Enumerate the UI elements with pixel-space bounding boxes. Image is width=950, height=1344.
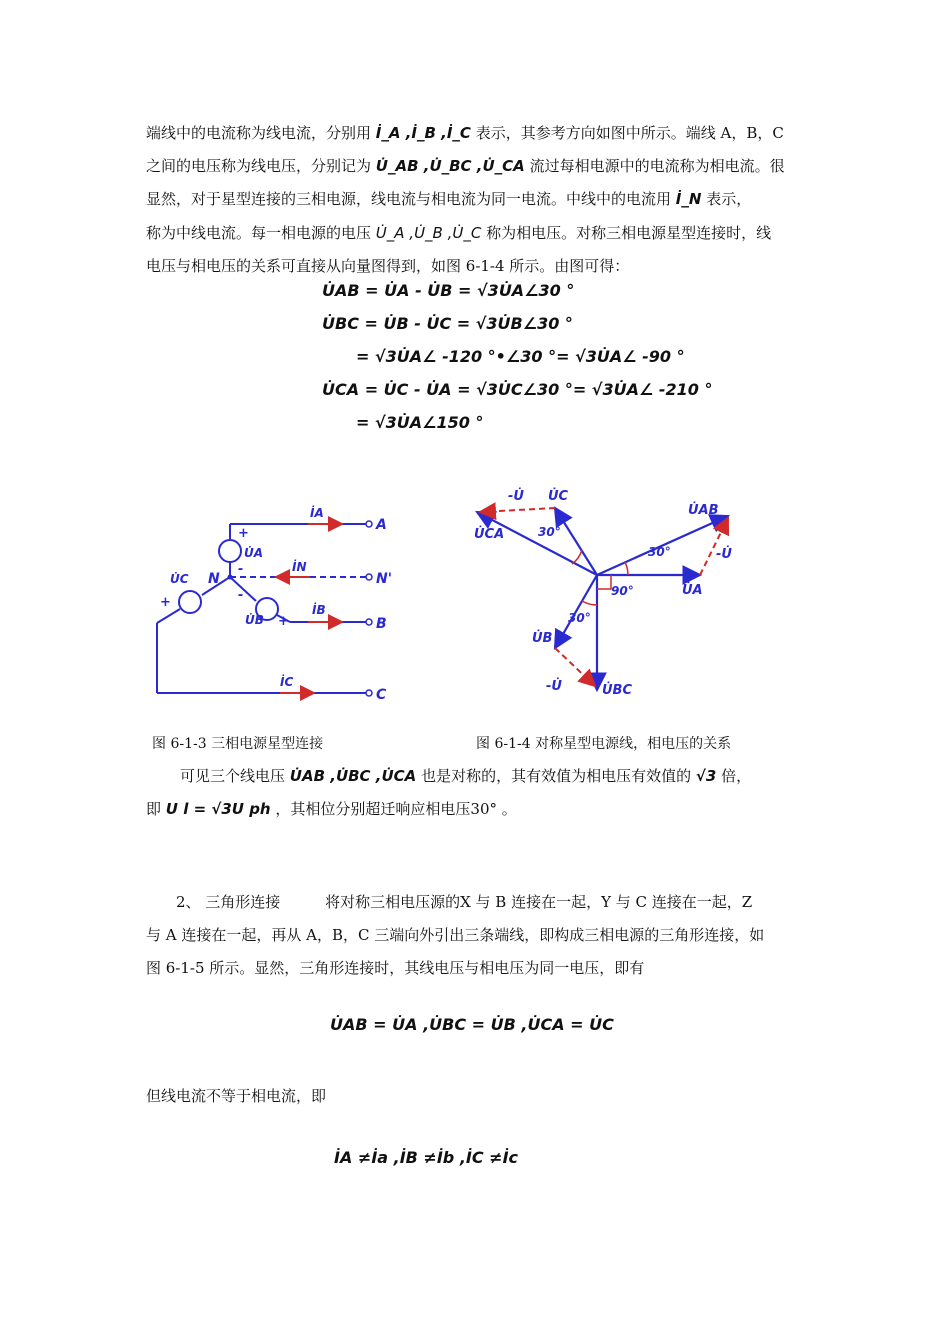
line-current-symbols: İ_A ,İ_B ,İ_C xyxy=(375,124,471,142)
label-plus-A: + xyxy=(238,526,249,541)
wire-UC-out xyxy=(157,609,180,623)
source-UC xyxy=(179,591,201,613)
label-IB: İB xyxy=(312,603,326,617)
caption-fig-6-1-4: 图 6-1-4 对称星型电源线，相电压的关系 xyxy=(476,736,732,752)
star-connection-diagram xyxy=(140,495,410,710)
phasor-diagram xyxy=(460,480,760,705)
label-B: B xyxy=(376,616,387,632)
label-UA: U̇A xyxy=(244,546,264,560)
label-IN: İN xyxy=(292,560,307,574)
label-IC: İC xyxy=(280,675,294,689)
equation-delta-current: İA ≠İa ,İB ≠İb ,İC ≠İc xyxy=(334,1148,518,1167)
label-UC: U̇C xyxy=(548,489,569,504)
label-UB: U̇B xyxy=(532,631,553,646)
para3-line3: 图 6-1-5 所示。显然，三角形连接时，其线电压与相电压为同一电压，即有 xyxy=(146,959,645,977)
label-plus-C: + xyxy=(160,595,171,610)
para3-line2: 与 A 连接在一起，再从 A，B，C 三端向外引出三条端线，即构成三相电源的三角形连接，如 xyxy=(146,926,765,944)
sqrt3-symbol: √3 xyxy=(695,767,717,785)
node-N-dot xyxy=(228,575,233,580)
para1-line5: 电压与相电压的关系可直接从向量图得到，如图 6-1-4 所示。由图可得： xyxy=(146,257,630,275)
label-negU-bottom: -U̇ xyxy=(546,679,562,694)
label-C: C xyxy=(376,687,387,703)
equation-5: = √3U̇A∠150 ° xyxy=(356,413,484,432)
arc-30-right xyxy=(625,562,628,575)
arc-30-top xyxy=(572,550,582,564)
label-UB: U̇B xyxy=(245,613,264,627)
label-N: N xyxy=(208,571,220,587)
label-A: A xyxy=(376,517,387,533)
equation-4: U̇CA = U̇C - U̇A = √3U̇C∠30 °= √3U̇A∠ -210 ° xyxy=(322,380,713,399)
right-angle-mark xyxy=(597,575,611,589)
label-30-bottom: 30° xyxy=(568,611,591,625)
terminal-B xyxy=(366,619,372,625)
label-UCA: U̇CA xyxy=(474,527,505,542)
equation-delta-voltage: U̇AB = U̇A ,U̇BC = U̇B ,U̇CA = U̇C xyxy=(330,1015,614,1034)
para1-line2: 之间的电压称为线电压，分别记为 U̇_AB ,U̇_BC ,U̇_CA 流过每相电源中的电流称为相电流。很 xyxy=(146,157,785,175)
phasor-UCA xyxy=(477,512,597,575)
para1-line4: 称为中线电流。每一相电源的电压 U̇_A ,U̇_B ,U̇_C 称为相电压。对称三相电源星型连接时，线 xyxy=(146,224,772,242)
terminal-A xyxy=(366,521,372,527)
phase-voltage-symbols: U̇_A ,U̇_B ,U̇_C xyxy=(375,224,482,242)
label-UBC: U̇BC xyxy=(602,683,633,698)
label-IA: İA xyxy=(310,506,324,520)
neg-UA-at-UC xyxy=(480,508,555,512)
para2-line2: 即 U l = √3U ph ，其相位分别超迁响应相电压30° 。 xyxy=(146,800,517,818)
label-plus-B: + xyxy=(278,614,289,629)
terminal-N xyxy=(366,574,372,580)
para3-line1: 2、 三角形连接 将对称三相电压源的X 与 B 连接在一起，Y 与 C 连接在一起，Z xyxy=(176,893,753,911)
equation-2: U̇BC = U̇B - U̇C = √3U̇B∠30 ° xyxy=(322,314,573,333)
label-negU-top: -U̇ xyxy=(508,489,524,504)
para4: 但线电流不等于相电流，即 xyxy=(146,1087,327,1105)
label-Np: N' xyxy=(376,571,393,587)
label-negU-right: -U̇ xyxy=(716,547,732,562)
line-phase-relation: U l = √3U ph xyxy=(165,800,271,818)
label-30-top: 30° xyxy=(538,525,561,539)
neutral-current-symbol: İ_N xyxy=(675,190,702,208)
caption-fig-6-1-3: 图 6-1-3 三相电源星型连接 xyxy=(152,736,324,752)
label-minus-B: - xyxy=(238,588,244,603)
section-heading-delta: 2、 三角形连接 xyxy=(176,893,281,911)
source-UA xyxy=(219,540,241,562)
label-UA: U̇A xyxy=(682,583,703,598)
label-minus-A: - xyxy=(238,562,244,577)
line-voltage-symbols-2: U̇AB ,U̇BC ,U̇CA xyxy=(289,767,417,785)
para1-line1: 端线中的电流称为线电流，分别用 İ_A ,İ_B ,İ_C 表示，其参考方向如图中所示。端线 A，B，C xyxy=(146,124,784,142)
label-UAB: U̇AB xyxy=(688,503,719,518)
label-UC: U̇C xyxy=(170,572,189,586)
arc-30-bottom xyxy=(582,601,597,605)
terminal-C xyxy=(366,690,372,696)
line-voltage-symbols: U̇_AB ,U̇_BC ,U̇_CA xyxy=(375,157,525,175)
equation-3: = √3U̇A∠ -120 °•∠30 °= √3U̇A∠ -90 ° xyxy=(356,347,685,366)
equation-1: U̇AB = U̇A - U̇B = √3U̇A∠30 ° xyxy=(322,281,575,300)
label-30-right: 30° xyxy=(648,545,671,559)
para1-line3: 显然，对于星型连接的三相电源，线电流与相电流为同一电流。中线中的电流用 İ_N 表示， xyxy=(146,190,752,208)
para2-line1: 可见三个线电压 U̇AB ,U̇BC ,U̇CA 也是对称的，其有效值为相电压有效值的 √3 倍， xyxy=(180,767,752,785)
label-90: 90° xyxy=(611,584,634,598)
